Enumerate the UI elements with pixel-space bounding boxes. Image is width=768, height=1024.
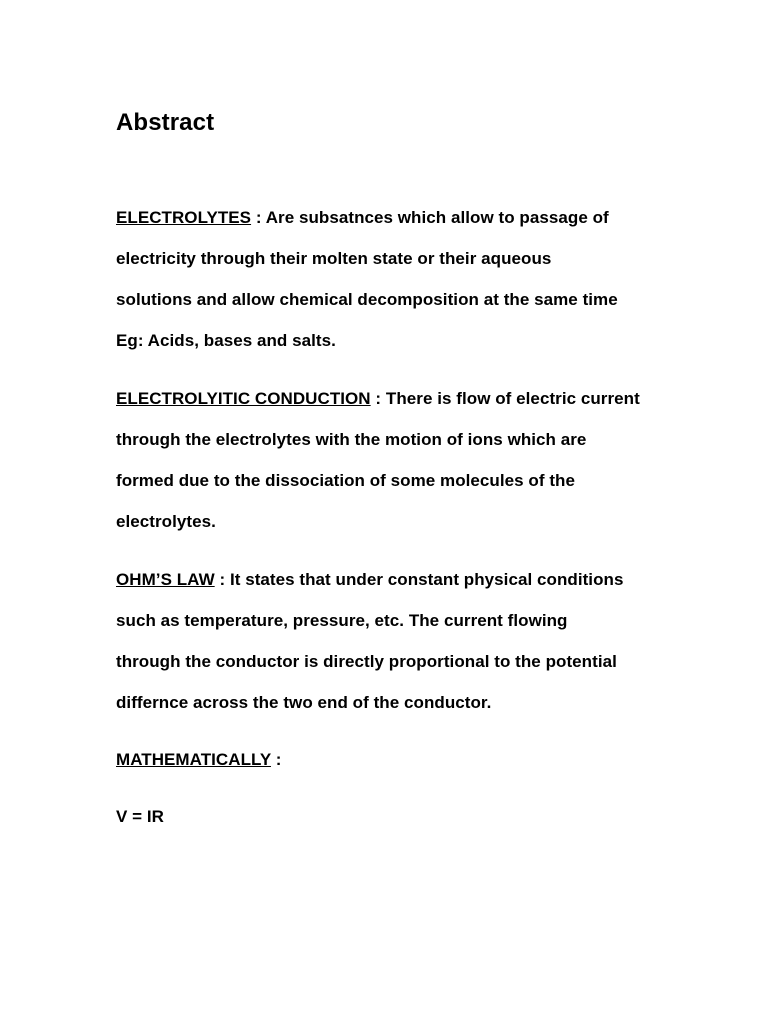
mathematically-paragraph [116,739,676,780]
paragraph-line: such as temperature, pressure, etc. The current flowing [116,611,568,630]
equation: V = IR [116,807,165,826]
line-text: It states that under constant physical conditions [229,570,624,589]
line-text: There is flow of electric current [385,389,640,408]
paragraph-line: electrolytes. [116,512,216,531]
paragraph-line: through the electrolytes with the motion of ions which are [116,430,587,449]
paragraph-line [116,559,676,600]
paragraph-line: solutions and allow chemical decomposition at the same time [116,290,618,309]
page-title: Abstract [116,109,215,136]
equation-block [116,796,676,837]
term-label: ELECTROLYITIC CONDUCTION [116,389,371,408]
paragraph-line [116,378,676,419]
paragraph-line: Eg: Acids, bases and salts. [116,331,336,350]
line-text: Are subsatnces which allow to passage of [265,208,609,227]
paragraph-line [116,739,676,780]
term-label: OHM’S LAW [116,570,215,589]
term-label: ELECTROLYTES [116,208,252,227]
ohms-law-paragraph [116,559,676,723]
term-label: MATHEMATICALLY [116,750,271,769]
paragraph-line [116,197,676,238]
term-separator: : [251,208,266,227]
term-separator: : [270,750,282,769]
paragraph-line: through the conductor is directly proportional to the potential [116,652,617,671]
term-separator: : [370,389,386,408]
electrolytes-paragraph [116,197,676,361]
electrolytic-conduction-paragraph [116,378,676,542]
paragraph-line: electricity through their molten state or their aqueous [116,249,552,268]
term-separator: : [214,570,230,589]
paragraph-line: differnce across the two end of the conductor. [116,693,492,712]
paragraph-line: formed due to the dissociation of some molecules of the [116,471,575,490]
